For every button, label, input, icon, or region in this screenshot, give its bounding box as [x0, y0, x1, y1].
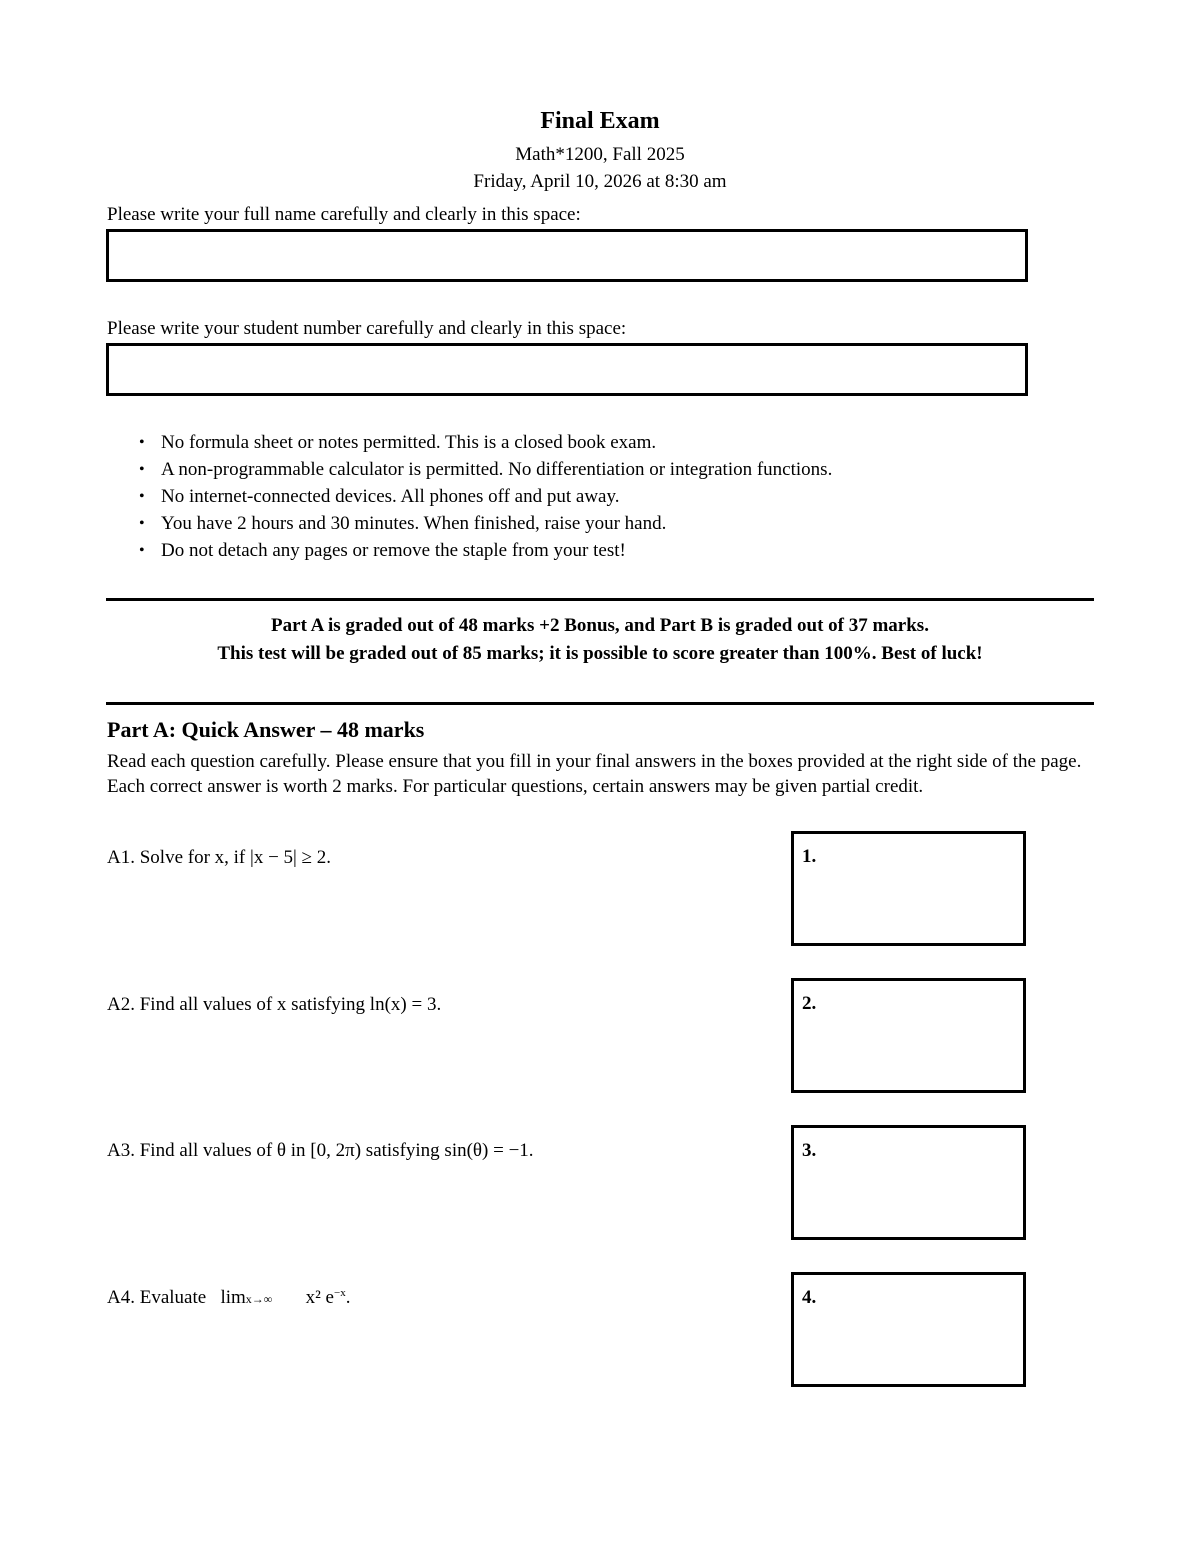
- limit-operator: lim: [220, 1287, 246, 1308]
- limit-expression: x² e: [305, 1287, 334, 1308]
- rule-text: A non-programmable calculator is permitted. No differentiation or integration functions.: [161, 459, 833, 480]
- part-a-heading: Part A: Quick Answer – 48 marks: [107, 717, 425, 742]
- answer-box-label: 1.: [802, 846, 817, 867]
- exam-date: Friday, April 10, 2026 at 8:30 am: [473, 171, 727, 192]
- divider: [106, 702, 1094, 705]
- bullet-icon: •: [139, 515, 145, 532]
- bullet-icon: •: [139, 488, 145, 505]
- question-a4: [107, 1287, 350, 1309]
- rule-text: Do not detach any pages or remove the staple from your test!: [161, 540, 626, 561]
- list-item: [137, 537, 832, 564]
- divider: [106, 598, 1094, 601]
- list-item: [137, 510, 832, 537]
- question-a2: A2. Find all values of x satisfying ln(x) = 3.: [107, 994, 442, 1015]
- answer-box-4[interactable]: [791, 1272, 1026, 1387]
- limit-subscript: x→∞: [245, 1292, 273, 1306]
- rule-text: No internet-connected devices. All phones off and put away.: [161, 486, 620, 507]
- student-number-entry-box[interactable]: [106, 343, 1028, 396]
- bullet-icon: •: [139, 461, 145, 478]
- name-field-label: Please write your full name carefully and clearly in this space:: [107, 204, 581, 225]
- answer-box-label: 4.: [802, 1287, 817, 1308]
- answer-box-2[interactable]: [791, 978, 1026, 1093]
- list-item: [137, 456, 832, 483]
- bullet-icon: •: [139, 434, 145, 451]
- answer-box-label: 2.: [802, 993, 817, 1014]
- exam-rules-list: [137, 429, 832, 564]
- answer-box-label: 3.: [802, 1140, 817, 1161]
- bullet-icon: •: [139, 542, 145, 559]
- rule-text: No formula sheet or notes permitted. This is a closed book exam.: [161, 432, 657, 453]
- part-a-instructions: Read each question carefully. Please ensure that you fill in your final answers in the boxes provided at the right side of the page. Each correct answer is worth 2 marks. For particular questions, certain answers may be given partial credit.: [107, 751, 1082, 797]
- question-prefix: A4. Evaluate: [107, 1287, 207, 1308]
- student-number-label: Please write your student number carefully and clearly in this space:: [107, 318, 627, 339]
- question-a1: A1. Solve for x, if |x − 5| ≥ 2.: [107, 847, 332, 868]
- answer-box-3[interactable]: [791, 1125, 1026, 1240]
- list-item: [137, 429, 832, 456]
- exponent: −x: [333, 1287, 346, 1299]
- exam-title: Final Exam: [540, 108, 660, 134]
- grading-note-total: This test will be graded out of 85 marks; it is possible to score greater than 100%. Best of luck!: [217, 643, 983, 664]
- name-entry-box[interactable]: [106, 229, 1028, 282]
- question-a3: A3. Find all values of θ in [0, 2π) satisfying sin(θ) = −1.: [107, 1140, 534, 1161]
- question-end: .: [345, 1287, 351, 1308]
- answer-box-1[interactable]: [791, 831, 1026, 946]
- rule-text: You have 2 hours and 30 minutes. When finished, raise your hand.: [161, 513, 667, 534]
- grading-note-parts: Part A is graded out of 48 marks +2 Bonus, and Part B is graded out of 37 marks.: [271, 615, 929, 636]
- course-line: Math*1200, Fall 2025: [515, 144, 685, 165]
- list-item: [137, 483, 832, 510]
